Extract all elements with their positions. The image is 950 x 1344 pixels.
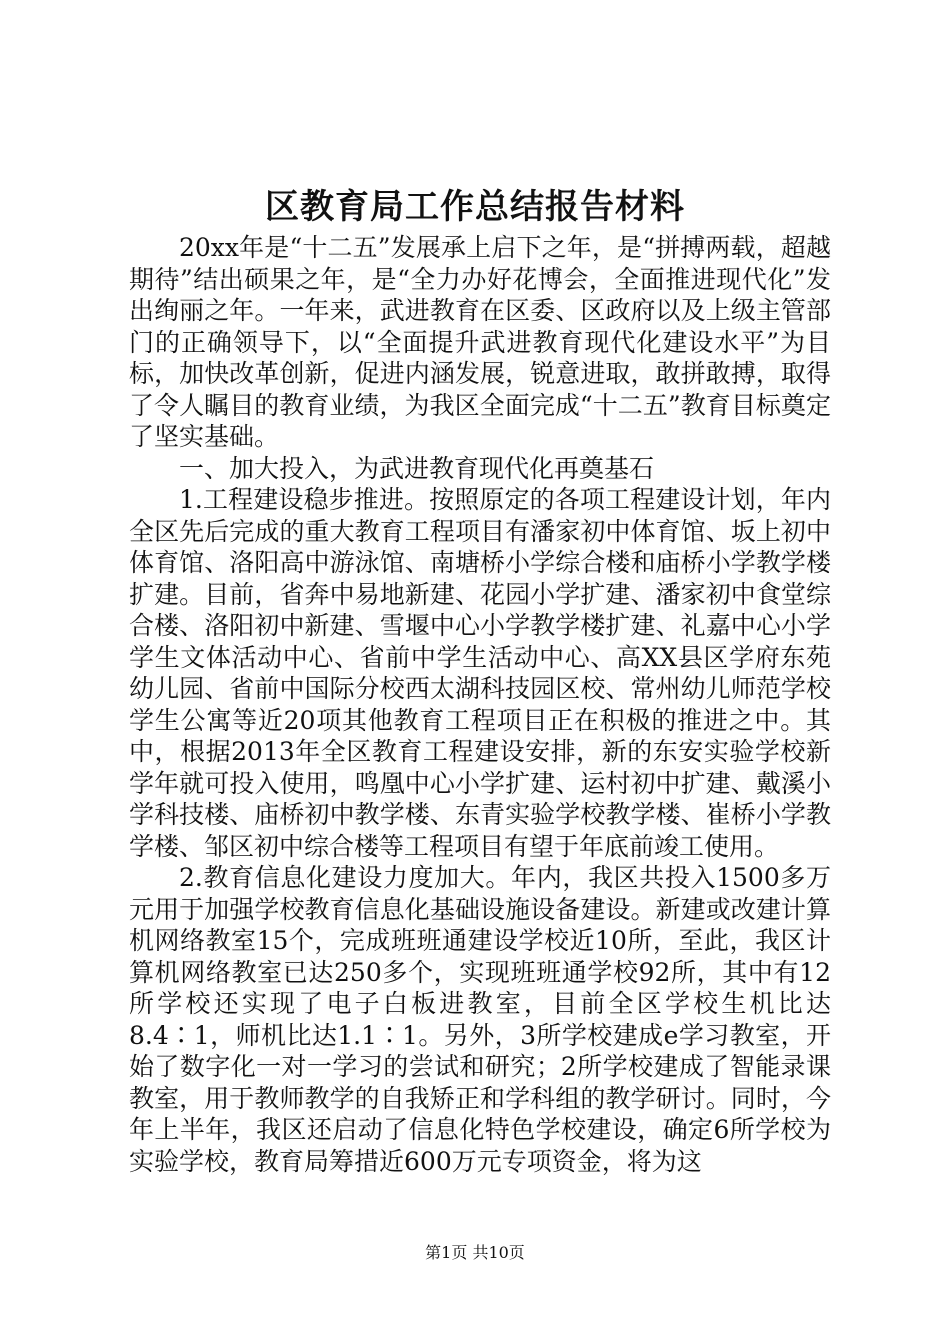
paragraph-intro: 20xx年是“十二五”发展承上启下之年，是“拼搏两载，超越期待”结出硕果之年，是“全力办好花博会，全面推进现代化”发出绚丽之年。一年来，武进教育在区委、区政府以及上级主管部门的正确领导下，以“全面提升武进教育现代化建设水平”为目标，加快改革创新，促进内涵发展，锐意进取，敢拼敢搏，取得了令人瞩目的教育业绩，为我区全面完成“十二五”教育目标奠定了坚实基础。 [129, 233, 831, 451]
document-title: 区教育局工作总结报告材料 [265, 187, 685, 227]
document-body [129, 232, 831, 1177]
section-heading: 一、加大投入，为武进教育现代化再奠基石 [179, 453, 655, 483]
paragraph-construction: 1.工程建设稳步推进。按照原定的各项工程建设计划，年内全区先后完成的重大教育工程项目有潘家初中体育馆、坂上初中体育馆、洛阳高中游泳馆、南塘桥小学综合楼和庙桥小学教学楼扩建。目前，省奔中易地新建、花园小学扩建、潘家初中食堂综合楼、洛阳初中新建、雪堰中心小学教学楼扩建、礼嘉中心小学学生文体活动中心、省前中学生活动中心、高XX县区学府东苑幼儿园、省前中国际分校西太湖科技园区校、常州幼儿师范学校学生公寓等近20项其他教育工程项目正在积极的推进之中。其中，根据2013年全区教育工程建设安排，新的东安实验学校新学年就可投入使用，鸣凰中心小学扩建、运村初中扩建、戴溪小学科技楼、庙桥初中教学楼、东青实验学校教学楼、崔桥小学教学楼、邹区初中综合楼等工程项目有望于年底前竣工使用。 [129, 485, 831, 861]
paragraph-informatization: 2.教育信息化建设力度加大。年内，我区共投入1500多万元用于加强学校教育信息化基础设施设备建设。新建或改建计算机网络教室15个，完成班班通建设学校近10所，至此，我区计算机网络教室已达250多个，实现班班通学校92所，其中有12所学校还实现了电子白板进教室，目前全区学校生机比达8.4∶1，师机比达1.1∶1。另外，3所学校建成e学习教室，开始了数字化一对一学习的尝试和研究；2所学校建成了智能录课教室，用于教师教学的自我矫正和学科组的教学研讨。同时，今年上半年，我区还启动了信息化特色学校建设，确定6所学校为实验学校，教育局筹措近600万元专项资金，将为这 [129, 863, 831, 1176]
page-footer: 第1页 共10页 [425, 1243, 525, 1262]
